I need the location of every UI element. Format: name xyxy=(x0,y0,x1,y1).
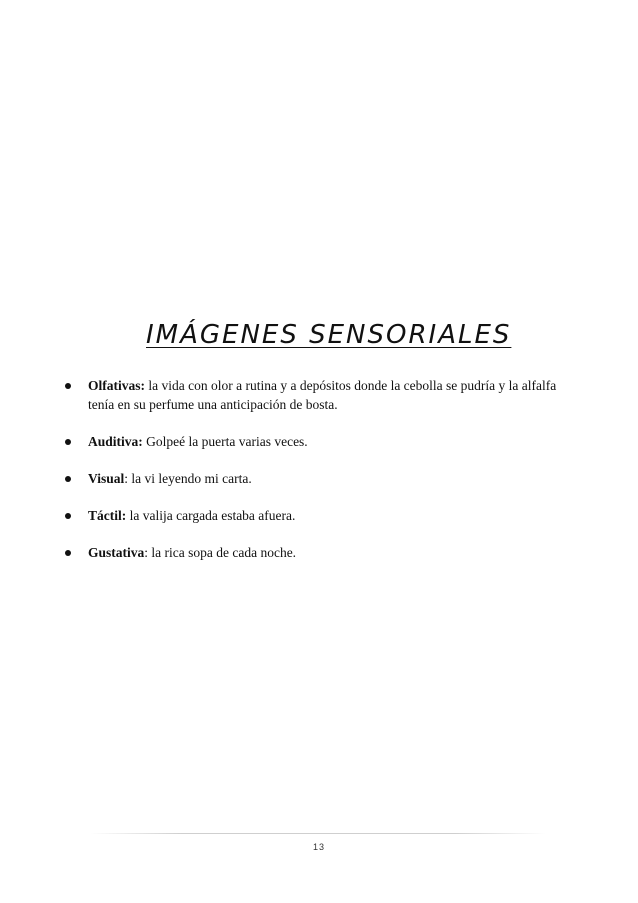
list-item-visual xyxy=(62,469,582,488)
bullet-icon xyxy=(65,513,71,519)
bullet-icon xyxy=(65,439,71,445)
item-label: Auditiva: xyxy=(88,434,143,449)
list-item-auditiva xyxy=(62,432,582,451)
list-item-gustativa xyxy=(62,543,582,562)
page-number: 13 xyxy=(312,842,325,852)
bullet-icon xyxy=(65,550,71,556)
sensory-images-list xyxy=(62,376,582,580)
item-text: la valija cargada estaba afuera. xyxy=(126,508,296,523)
footer-divider xyxy=(90,833,546,834)
item-label: Táctil: xyxy=(88,508,127,523)
item-text: : la vi leyendo mi carta. xyxy=(124,471,252,486)
bullet-icon xyxy=(65,476,71,482)
item-text: Golpeé la puerta varias veces. xyxy=(142,434,308,449)
page-title: IMÁGENES SENSORIALES xyxy=(146,320,512,350)
list-item-tactil xyxy=(62,506,582,525)
item-text: la vida con olor a rutina y a depósitos donde la cebolla se pudría y la alfalfa tenía en su perfume una anticipación de bosta. xyxy=(88,378,557,412)
item-label: Gustativa xyxy=(88,545,145,560)
item-label: Visual xyxy=(88,471,125,486)
item-text: : la rica sopa de cada noche. xyxy=(144,545,297,560)
item-label: Olfativas: xyxy=(88,378,145,393)
list-item-olfativas xyxy=(62,376,582,414)
bullet-icon xyxy=(65,383,71,389)
